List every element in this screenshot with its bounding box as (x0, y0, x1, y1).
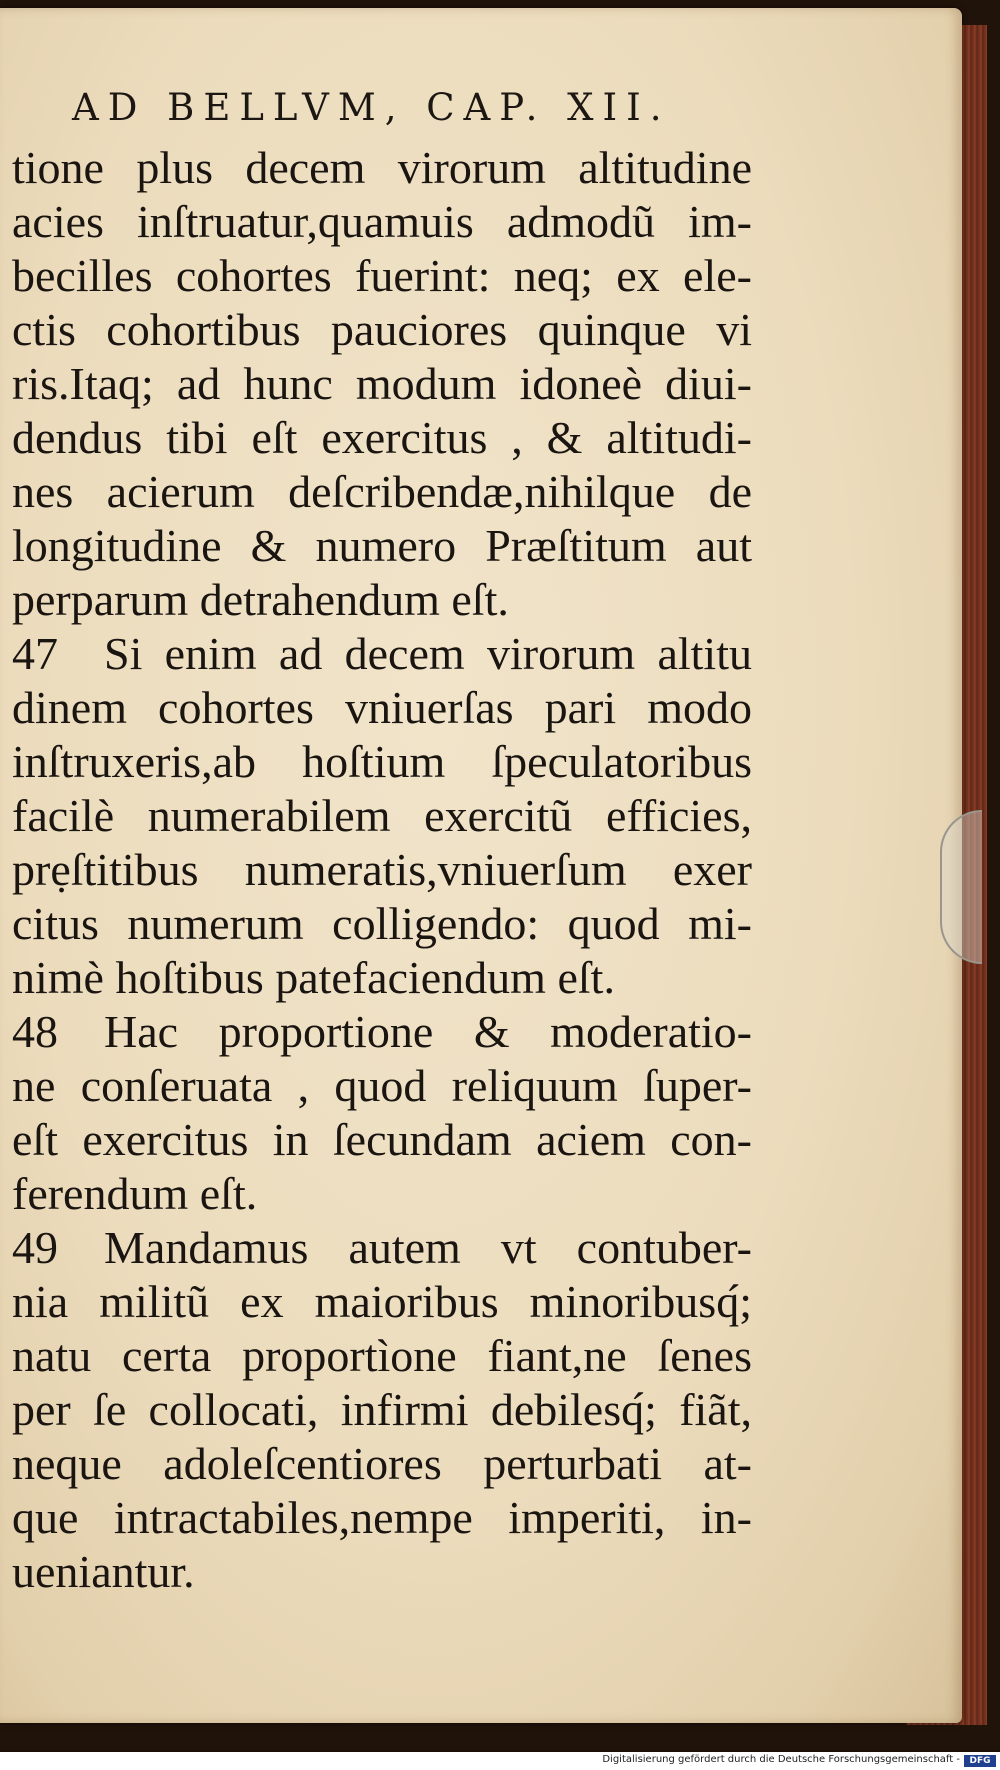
text-line (12, 681, 752, 735)
text-line (12, 465, 752, 519)
line-text: eſt exercitus in ſecundam aciem con- (12, 1114, 752, 1165)
text-line (12, 1383, 752, 1437)
line-text: neque adoleſcentiores perturbati at- (12, 1438, 752, 1489)
line-text: acies inſtruatur,quamuis admodũ im- (12, 196, 752, 247)
text-line (12, 1113, 752, 1167)
body-text (12, 141, 752, 1599)
line-text: Hac proportione & moderatio- (104, 1006, 752, 1057)
running-head: AD BELLVM, CAP. XII. (72, 86, 671, 129)
line-text: nimè hoſtibus patefaciendum eſt. (12, 952, 615, 1003)
text-line (12, 249, 752, 303)
paragraph-number: 49 (12, 1222, 58, 1273)
line-text: Mandamus autem vt contuber- (104, 1222, 752, 1273)
dfg-logo: DFG (964, 1755, 996, 1767)
line-text: prẹſtitibus numeratis,vniuerſum exer (12, 844, 752, 895)
line-text: natu certa proportìone fiant,ne ſenes (12, 1330, 752, 1381)
line-text: becilles cohortes fuerint: neq; ex ele- (12, 250, 752, 301)
text-line (12, 951, 752, 1005)
footer-credit: Digitalisierung gefördert durch die Deutsche Forschungsgemeinschaft - (602, 1754, 960, 1765)
line-text: dinem cohortes vniuerſas pari modo (12, 682, 752, 733)
text-line (12, 627, 752, 681)
line-text: per ſe collocati, infirmi debilesq́; fiãt, (12, 1384, 752, 1435)
text-line (12, 141, 752, 195)
text-line (12, 735, 752, 789)
line-text: nia militũ ex maioribus minoribusq́; (12, 1276, 752, 1327)
scanner-clip (940, 810, 982, 964)
line-text: ferendum eſt. (12, 1168, 258, 1219)
text-line (12, 357, 752, 411)
text-line (12, 897, 752, 951)
text-line (12, 573, 752, 627)
text-line (12, 1221, 752, 1275)
line-text: ctis cohortibus pauciores quinque vi (12, 304, 752, 355)
footer (0, 1752, 1000, 1770)
text-line (12, 1329, 752, 1383)
line-text: dendus tibi eſt exercitus , & altitudi- (12, 412, 752, 463)
line-text: Si enim ad decem virorum altitu (104, 628, 752, 679)
paragraph-number: 47 (12, 628, 58, 679)
text-line (12, 519, 752, 573)
line-text: nes acierum deſcribendæ,nihilque de (12, 466, 752, 517)
paragraph-number: 48 (12, 1006, 58, 1057)
text-line (12, 1437, 752, 1491)
book-page (0, 8, 962, 1723)
line-text: ris.Itaq; ad hunc modum idoneè diui- (12, 358, 752, 409)
line-text: citus numerum colligendo: quod mi- (12, 898, 752, 949)
text-line (12, 1275, 752, 1329)
line-text: inſtruxeris,ab hoſtium ſpeculatoribus (12, 736, 752, 787)
line-text: facilè numerabilem exercitũ efficies, (12, 790, 752, 841)
text-line (12, 789, 752, 843)
line-text: tione plus decem virorum altitudine (12, 142, 752, 193)
line-text: longitudine & numero Præſtitum aut (12, 520, 752, 571)
line-text: ueniantur. (12, 1546, 195, 1597)
line-text: perparum detrahendum eſt. (12, 574, 509, 625)
text-line (12, 1491, 752, 1545)
text-line (12, 843, 752, 897)
text-line (12, 1005, 752, 1059)
text-line (12, 1059, 752, 1113)
text-line (12, 1545, 752, 1599)
line-text: ne conſeruata , quod reliquum ſuper- (12, 1060, 752, 1111)
text-line (12, 195, 752, 249)
line-text: que intractabiles,nempe imperiti, in- (12, 1492, 752, 1543)
text-line (12, 303, 752, 357)
text-line (12, 1167, 752, 1221)
text-line (12, 411, 752, 465)
